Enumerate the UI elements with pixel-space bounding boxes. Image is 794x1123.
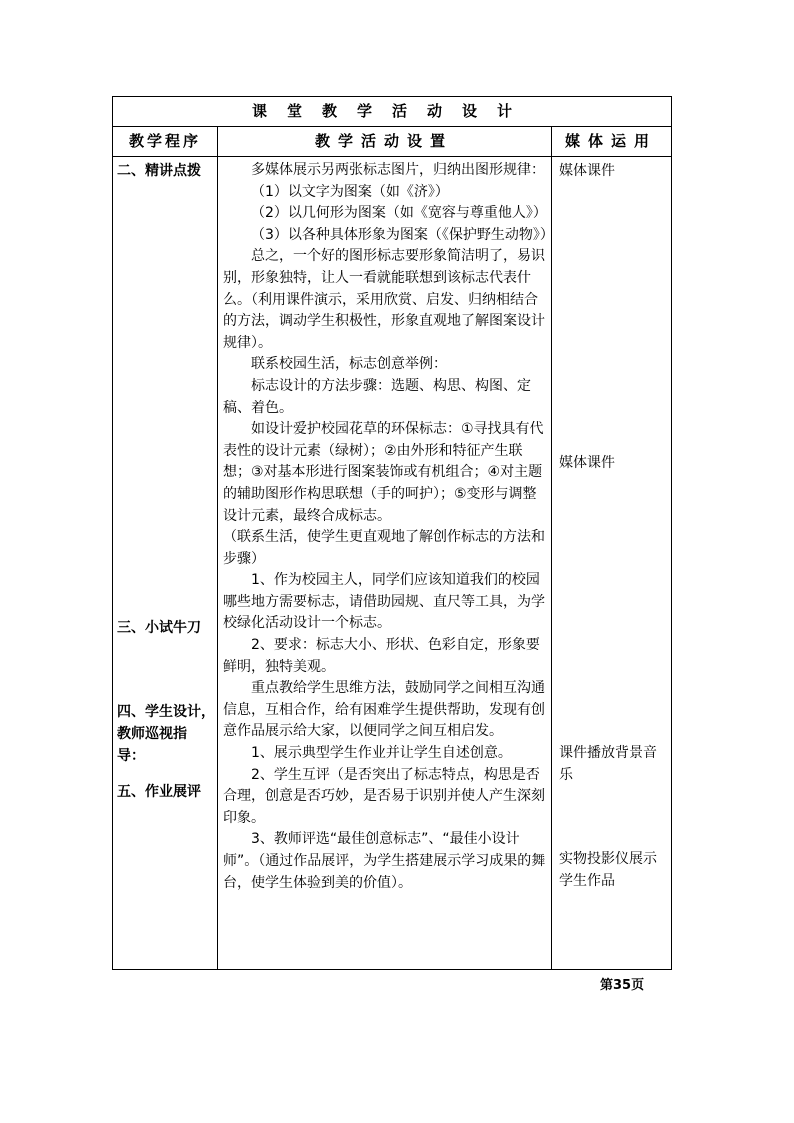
- header-activity: 教学活动设置: [314, 132, 453, 150]
- activity-paragraph: 总之，一个好的图形标志要形象简洁明了，易识别，形象独特，让人一看就能联想到该标志代表什么。（利用课件演示，采用欣赏、启发、归纳相结合的方法，调动学生积极性，形象直观地了解图案设计规律）。: [223, 248, 545, 351]
- page-number: 第35页: [600, 978, 645, 993]
- header-row: [113, 127, 671, 157]
- activity-paragraph: 3、教师评选“最佳创意标志”、“最佳小设计师”。（通过作品展评，为学生搭建展示学习成果的舞台，使学生体验到美的价值）。: [223, 831, 546, 891]
- activity-paragraph: 标志设计的方法步骤：选题、构思、构图、定稿、着色。: [223, 377, 531, 416]
- activity-paragraph: 2、学生互评（是否突出了标志特点，构思是否合理，创意是否巧妙，是否易于识别并使人产生深刻印象。: [223, 766, 545, 826]
- step-label-design-line2: 教师巡视指: [117, 726, 187, 742]
- lesson-activity-table: [112, 96, 672, 970]
- media-cell: 媒体课件: [559, 455, 615, 471]
- step-label-review: 五、作业展评: [117, 784, 201, 800]
- step-label-guidance: 二、精讲点拨: [117, 163, 201, 179]
- step-label-design-line3: 导：: [117, 748, 145, 764]
- header-procedure: 教学程序: [128, 132, 201, 150]
- activity-paragraph: 重点教给学生思维方法，鼓励同学之间相互沟通信息，互相合作，给有困难学生提供帮助，发现有创意作品展示给大家，以便同学之间互相启发。: [223, 680, 545, 740]
- activity-paragraph: 1、展示典型学生作业并让学生自述创意。: [251, 745, 512, 762]
- activity-paragraph: （联系生活，使学生更直观地了解创作标志的方法和步骤）: [223, 529, 545, 567]
- activity-column: [223, 160, 554, 894]
- activity-paragraph: 如设计爱护校园花草的环保标志：①寻找具有代表性的设计元素（绿树）；②由外形和特征产生联想；③对基本形进行图案装饰或有机组合；④对主题的辅助图形作构思联想（手的呵护）；⑤变形与调整设计元素，最终合成标志。: [223, 421, 544, 524]
- media-cell: 媒体课件: [559, 163, 615, 179]
- column-divider: [217, 127, 218, 969]
- media-cell: 实物投影仪展示学生作品: [559, 851, 657, 889]
- media-cell: 课件播放背景音乐: [559, 745, 657, 783]
- activity-paragraph: 联系校园生活，标志创意举例：: [251, 356, 447, 373]
- activity-paragraph: 多媒体展示另两张标志图片，归纳出图形规律：: [251, 162, 545, 178]
- activity-paragraph: 2、要求：标志大小、形状、色彩自定，形象要鲜明，独特美观。: [223, 637, 540, 675]
- activity-paragraph: （3）以各种具体形象为图案（《保护野生动物》）: [251, 226, 554, 243]
- activity-paragraph: （2）以几何形为图案（如《宽容与尊重他人》）: [251, 205, 547, 222]
- step-label-practice: 三、小试牛刀: [117, 620, 201, 636]
- column-divider: [551, 127, 552, 969]
- table-title: 课堂教学活动设计: [113, 97, 671, 127]
- activity-paragraph: 1、作为校园主人，同学们应该知道我们的校园哪些地方需要标志，请借助园规、直尺等工具，为学校绿化活动设计一个标志。: [223, 572, 545, 632]
- activity-paragraph: （1）以文字为图案（如《济》）: [251, 183, 449, 200]
- step-label-design-line1: 四、学生设计，: [117, 704, 215, 720]
- header-media: 媒体运用: [564, 132, 657, 150]
